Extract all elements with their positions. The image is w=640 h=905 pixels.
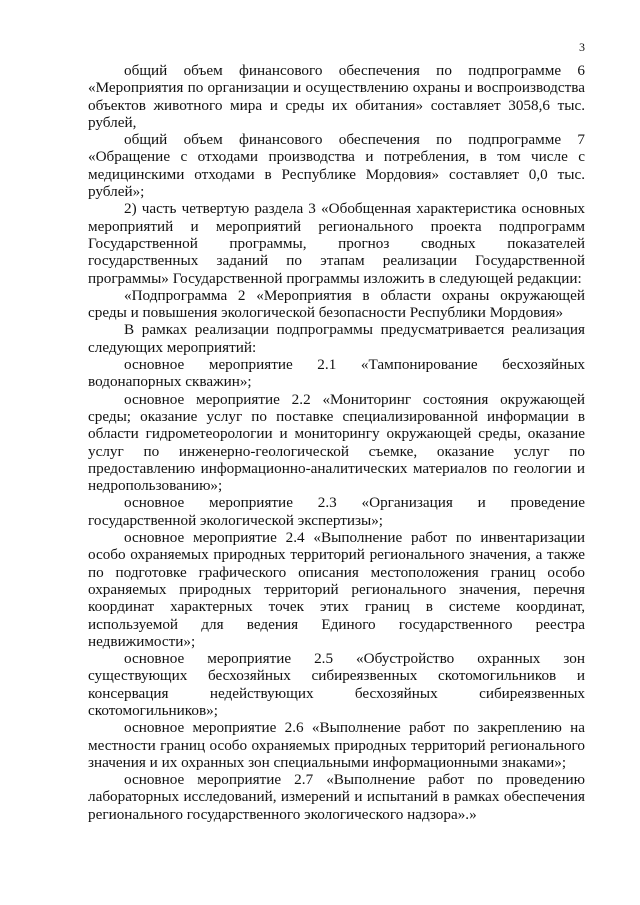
paragraph-measure-2-1: основное мероприятие 2.1 «Тампонирование бесхозяйных водонапорных скважин»; (88, 356, 585, 391)
paragraph-amendment-section-3: 2) часть четвертую раздела 3 «Обобщенная характеристика основных мероприятий и мероприятий регионального проекта подпрограмм Государственной программы, прогноз сводных показателей государственных заданий по этапам реализации Государственной программы» Государственной программы изложить в следующей редакции: (88, 200, 585, 287)
paragraph-intro-measures: В рамках реализации подпрограммы предусматривается реализация следующих мероприятий: (88, 321, 585, 356)
paragraph-funding-subprogram-6: общий объем финансового обеспечения по подпрограмме 6 «Мероприятия по организации и осуществлению охраны и воспроизводства объектов животного мира и среды их обитания» составляет 3058,6 тыс. рублей, (88, 62, 585, 131)
paragraph-measure-2-7: основное мероприятие 2.7 «Выполнение работ по проведению лабораторных исследований, измерений и испытаний в рамках обеспечения регионального государственного экологического надзора».» (88, 771, 585, 823)
paragraph-measure-2-6: основное мероприятие 2.6 «Выполнение работ по закреплению на местности границ особо охраняемых природных территорий регионального значения и их охранных зон специальными информационными знаками»; (88, 719, 585, 771)
paragraph-measure-2-3: основное мероприятие 2.3 «Организация и проведение государственной экологической экспертизы»; (88, 494, 585, 529)
paragraph-funding-subprogram-7: общий объем финансового обеспечения по подпрограмме 7 «Обращение с отходами производства и потребления, в том числе с медицинскими отходами в Республике Мордовия» составляет 0,0 тыс. рублей»; (88, 131, 585, 201)
paragraph-measure-2-4: основное мероприятие 2.4 «Выполнение работ по инвентаризации особо охраняемых природных территорий регионального значения, а также по подготовке графического описания местоположения границ особо охраняемых природных территорий регионального значения, перечня координат характерных точек этих границ в системе координат, используемой для ведения Единого государственного реестра недвижимости»; (88, 529, 585, 650)
paragraph-measure-2-2: основное мероприятие 2.2 «Мониторинг состояния окружающей среды; оказание услуг по поставке специализированной информации в области гидрометеорологии и мониторингу окружающей среды, оказание услуг по инженерно-геологической съемке, оказание услуг по предоставлению информационно-аналитических материалов по геологии и недропользованию»; (88, 390, 585, 495)
page-number: 3 (579, 40, 585, 54)
paragraph-measure-2-5: основное мероприятие 2.5 «Обустройство охранных зон существующих бесхозяйных сибиреязвенных скотомогильников и консервация недействующих бесхозяйных сибиреязвенных скотомогильников»; (88, 650, 585, 719)
document-body (88, 62, 585, 823)
paragraph-subprogram-2-title: «Подпрограмма 2 «Мероприятия в области охраны окружающей среды и повышения экологической безопасности Республики Мордовия» (88, 286, 585, 322)
